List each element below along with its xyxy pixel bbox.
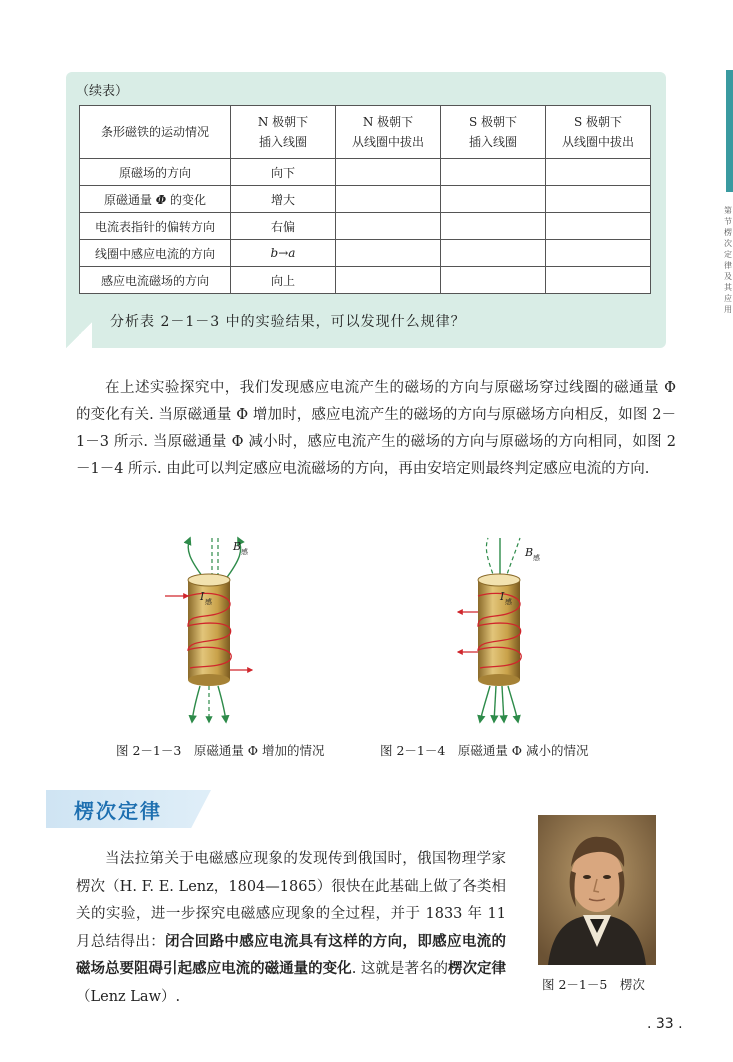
lenz-portrait <box>538 815 656 965</box>
side-char: 节 <box>724 217 732 226</box>
side-char: 及 <box>724 272 732 281</box>
table-cell <box>441 240 546 267</box>
table-header-row <box>80 106 651 159</box>
b-induced-label: B <box>233 540 242 553</box>
table-cell <box>441 159 546 186</box>
row-label: 线圈中感应电流的方向 <box>80 240 231 267</box>
header-row-label: 条形磁铁的运动情况 <box>80 106 231 159</box>
side-char: 其 <box>724 283 732 292</box>
table-cell <box>441 213 546 240</box>
header-cell: S 极朝下 插入线圈 <box>441 106 546 159</box>
side-char: 第 <box>724 206 732 215</box>
svg-text:B: B <box>525 546 534 559</box>
table-row <box>80 240 651 267</box>
side-char: 次 <box>724 239 732 248</box>
row-label: 原磁通量 Φ 的变化 <box>80 186 231 213</box>
body-paragraph <box>76 375 676 483</box>
figure-caption: 图 2－1－3 原磁通量 Φ 增加的情况 <box>116 743 325 758</box>
side-char: 应 <box>724 294 732 303</box>
table-cell <box>336 213 441 240</box>
table-row <box>80 186 651 213</box>
box-folded-corner <box>66 322 92 348</box>
table-cell <box>546 240 651 267</box>
table-cell <box>441 186 546 213</box>
table-cell: 右偏 <box>231 213 336 240</box>
side-char: 律 <box>724 261 732 270</box>
coil-figures <box>0 530 733 730</box>
table-cell: 增大 <box>231 186 336 213</box>
table-cell <box>336 159 441 186</box>
row-label: 电流表指针的偏转方向 <box>80 213 231 240</box>
side-char: 楞 <box>724 228 732 237</box>
svg-text:感: 感 <box>533 554 540 562</box>
table-row <box>80 159 651 186</box>
svg-text:I: I <box>500 590 505 603</box>
chapter-side-tab <box>726 70 733 192</box>
continued-label: （续表） <box>76 84 129 99</box>
figure-2-1-3 <box>165 538 252 722</box>
figure-caption: 图 2－1－4 原磁通量 Φ 减小的情况 <box>380 743 589 758</box>
analysis-question: 分析表 2－1－3 中的实验结果，可以发现什么规律？ <box>110 314 466 330</box>
header-cell: N 极朝下 插入线圈 <box>231 106 336 159</box>
table-row <box>80 213 651 240</box>
table-cell <box>546 213 651 240</box>
paragraph-text: 在上述实验探究中，我们发现感应电流产生的磁场的方向与原磁场穿过线圈的磁通量 Φ 的变化有关. 当原磁通量 Φ 增加时，感应电流产生的磁场的方向与原磁场方向相反，如图 2－1－3 所示. 当原磁通量 Φ 减小时，感应电流产生的磁场的方向与原磁场的方向相同，如图 2－1－4 所示. 由此可以判定感应电流磁场的方向，再由安培定则最终判定感应电流的方向. <box>76 380 676 477</box>
section-title: 楞次定律 <box>74 799 162 823</box>
table-cell: 向下 <box>231 159 336 186</box>
table-cell <box>546 159 651 186</box>
table-cell <box>546 267 651 294</box>
side-char: 定 <box>724 250 732 259</box>
experiment-table <box>79 105 651 294</box>
table-cell <box>441 267 546 294</box>
table-row <box>80 267 651 294</box>
svg-text:感: 感 <box>205 598 212 606</box>
paragraph-text: 当法拉第关于电磁感应现象的发现传到俄国时，俄国物理学家楞次（H. F. E. Lenz，1804—1865）很快在此基础上做了各类相关的实验，进一步探究电磁感应现象的全过程，并于 1833 年 11 月总结得出：闭合回路中感应电流具有这样的方向，即感应电流的磁场总要阻碍引起感应电流的磁通量的变化. 这就是著名的楞次定律（Lenz Law）. <box>76 851 507 1005</box>
page-number: . 33 . <box>647 1016 683 1032</box>
table-cell: b→a <box>231 240 336 267</box>
table-cell: 向上 <box>231 267 336 294</box>
row-label: 感应电流磁场的方向 <box>80 267 231 294</box>
table-cell <box>336 267 441 294</box>
table-cell <box>336 186 441 213</box>
side-char: 用 <box>724 305 732 314</box>
figure-2-1-4 <box>458 538 540 722</box>
header-cell: N 极朝下 从线圈中拔出 <box>336 106 441 159</box>
svg-text:感: 感 <box>241 548 248 556</box>
lenz-paragraph <box>76 846 506 1011</box>
table-cell <box>336 240 441 267</box>
portrait-caption: 图 2－1－5 楞次 <box>542 977 645 992</box>
i-induced-label: I <box>200 590 205 603</box>
chapter-side-text <box>724 205 733 315</box>
table-cell <box>546 186 651 213</box>
svg-text:感: 感 <box>505 598 512 606</box>
row-label: 原磁场的方向 <box>80 159 231 186</box>
header-cell: S 极朝下 从线圈中拔出 <box>546 106 651 159</box>
